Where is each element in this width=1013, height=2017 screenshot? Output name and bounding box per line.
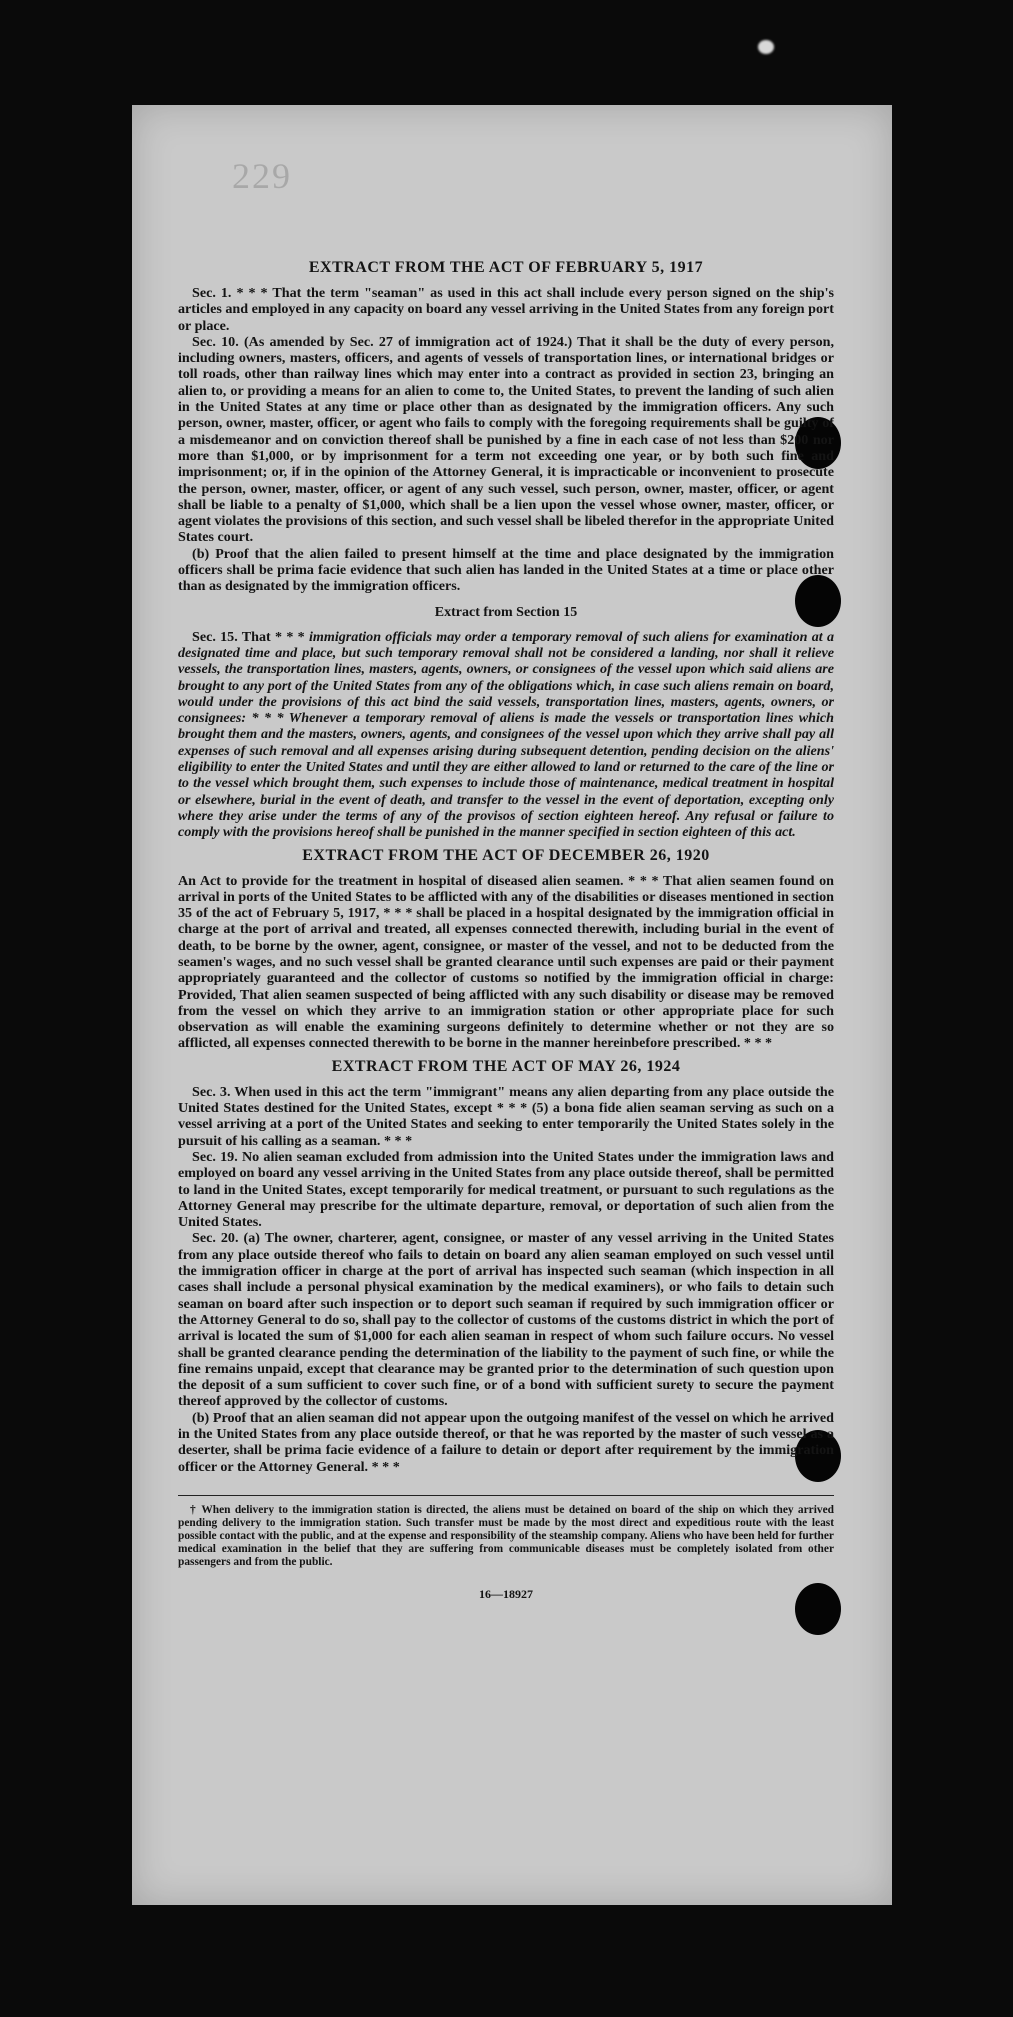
form-number: 16—18927 — [479, 1586, 533, 1601]
extract-1924 — [178, 1058, 834, 1475]
document-page — [132, 105, 892, 1905]
extract-section-15 — [178, 605, 834, 841]
section-prefix: Sec. 15. That * * * — [192, 628, 305, 645]
document-body — [178, 253, 834, 1602]
section-subheading: Extract from Section 15 — [434, 604, 578, 620]
dust-speck — [758, 40, 774, 54]
page-stamp: 229 — [232, 156, 292, 196]
extract-1920 — [178, 847, 834, 1052]
footnote-divider — [178, 1495, 834, 1496]
paragraph: Sec. 1. * * * That the term "seaman" as used in this act shall include every person signed on the ship's articles and employed in any capacity on board any vessel arriving in the United States from any foreign port or place. — [178, 285, 834, 334]
section-heading: EXTRACT FROM THE ACT OF FEBRUARY 5, 1917 — [308, 259, 704, 276]
paragraph: Sec. 20. (a) The owner, charterer, agent, consignee, or master of any vessel arriving in the United States from any place outside thereof who fails to detain on board any alien seaman employed on such vessel until the immigration officer in charge at the port of arrival has inspected such seaman (which inspection in all cases shall include a personal physical examination by the medical examiners), or who fails to detain such seaman on board after such inspection or to deport such seaman if required by such immigration officer or the Attorney General to do so, shall pay to the collector of customs of the customs district in which the port of arrival is located the sum of $1,000 for each alien seaman in respect of whom such failure occurs. No vessel shall be granted clearance pending the determination of the liability to the payment of such fine, or while the fine remains unpaid, except that clearance may be granted prior to the determination of such question upon the deposit of a sum sufficient to cover such fine, or of a bond with sufficient surety to secure the payment thereof approved by the collector of customs. — [178, 1230, 834, 1410]
paragraph: Sec. 19. No alien seaman excluded from admission into the United States under the immigration laws and employed on board any vessel arriving in the United States from any place outside thereof, shall be permitted to land in the United States, except temporarily for medical treatment, or pursuant to such regulations as the Attorney General may prescribe for the ultimate departure, removal, or deportation of such alien from the United States. — [178, 1148, 834, 1231]
paragraph: Sec. 3. When used in this act the term "immigrant" means any alien departing from any place outside the United States destined for the United States, except * * * (5) a bona fide alien seaman serving as such on a vessel arriving at a port of the United States and seeking to enter temporarily the United States solely in the pursuit of his calling as a seaman. * * * — [178, 1083, 834, 1149]
paragraph: An Act to provide for the treatment in hospital of diseased alien seamen. * * * That alien seamen found on arrival in ports of the United States to be afflicted with any of the disabilities or diseases mentioned in section 35 of the act of February 5, 1917, * * * shall be placed in a hospital designated by the immigration official in charge at the port of arrival and treated, all expenses connected therewith, including burial in the event of death, to be borne by the owner, agent, consignee, or master of the vessel, and not to be deducted from the seamen's wages, and no such vessel shall be granted clearance until such expenses are paid or their payment appropriately guaranteed and the collector of customs so notified by the immigration official in charge: Provided, That alien seamen suspected of being afflicted with any such disability or disease may be removed from the vessel on which they arrive to an immigration station or other appropriate place for such observation as will enable the examining surgeons definitely to determine whether or not they are so afflicted, all expenses connected therewith to be borne in the manner hereinbefore prescribed. * * * — [178, 872, 834, 1052]
paragraph — [178, 629, 834, 841]
footnote: † When delivery to the immigration station is directed, the aliens must be detained on board of the ship on which they arrived pending delivery to the immigration station. Such transfer must be made by the most direct and expeditious route with the least possible contact with the public, and at the expense and responsibility of the steamship company. Aliens who have been held for further medical examination in the belief that they are suffering from communicable diseases must be completely isolated from other passengers and from the public. — [178, 1503, 834, 1568]
section-heading: EXTRACT FROM THE ACT OF MAY 26, 1924 — [331, 1057, 681, 1075]
section-heading: EXTRACT FROM THE ACT OF DECEMBER 26, 1920 — [302, 846, 710, 864]
italic-text: immigration officials may order a temporary removal of such aliens for examination at a designated time and place, but such temporary removal shall not be considered a landing, nor shall it relieve vessels, the transportation lines, masters, agents, owners, or consignees of the vessel upon which said aliens are brought to any port of the United States from any of the obligations which, in case such aliens remain on board, would under the provisions of this act bind the said vessels, transportation lines, masters, agents, owners, or consignees: * * * Whenever a temporary removal of aliens is made the vessels or transportation lines which brought them and the masters, owners, agents, and consignees of the vessel upon which they arrive shall pay all expenses of such removal and all expenses arising during subsequent detention, pending decision on the aliens' eligibility to enter the United States and until they are either allowed to land or returned to the care of the line or to the vessel which brought them, such expenses to include those of maintenance, medical treatment in hospital or elsewhere, burial in the event of death, and transfer to the vessel in the event of deportation, excepting only where they arise under the terms of any of the provisos of section eighteen hereof. Any refusal or failure to comply with the provisions hereof shall be punished in the manner specified in section eighteen of this act. — [178, 628, 834, 841]
paragraph: (b) Proof that an alien seaman did not appear upon the outgoing manifest of the vessel on which he arrived in the United States from any place outside thereof, or that he was reported by the master of such vessel as a deserter, shall be prima facie evidence of a failure to detain or deport after requirement by the immigration officer or the Attorney General. * * * — [178, 1409, 834, 1475]
paragraph: (b) Proof that the alien failed to present himself at the time and place designated by the immigration officers shall be prima facie evidence that such alien has landed in the United States at a time or place other than as designated by the immigration officers. — [178, 545, 834, 595]
paragraph: Sec. 10. (As amended by Sec. 27 of immigration act of 1924.) That it shall be the duty of every person, including owners, masters, officers, and agents of vessels of transportation lines, or international bridges or toll roads, other than railway lines which may enter into a contract as provided in section 23, bringing an alien to, or providing a means for an alien to come to, the United States, to prevent the landing of such alien in the United States at any time or place other than as designated by the immigration officers. Any such person, owner, master, officer, or agent who fails to comply with the foregoing requirements shall be guilty of a misdemeanor and on conviction thereof shall be punished by a fine in each case of not less than $200 nor more than $1,000, or by imprisonment for a term not exceeding one year, or by both such fine and imprisonment; or, if in the opinion of the Attorney General, it is impracticable or inconvenient to prosecute the person, owner, master, officer, or agent of any such vessel, such person, owner, master, officer, or agent shall be liable to a penalty of $1,000, which shall be a lien upon the vessel whose owner, master, officer, or agent violates the provisions of this section, and such vessel shall be libeled therefor in the appropriate United States court. — [178, 333, 834, 546]
extract-1917 — [178, 259, 834, 595]
